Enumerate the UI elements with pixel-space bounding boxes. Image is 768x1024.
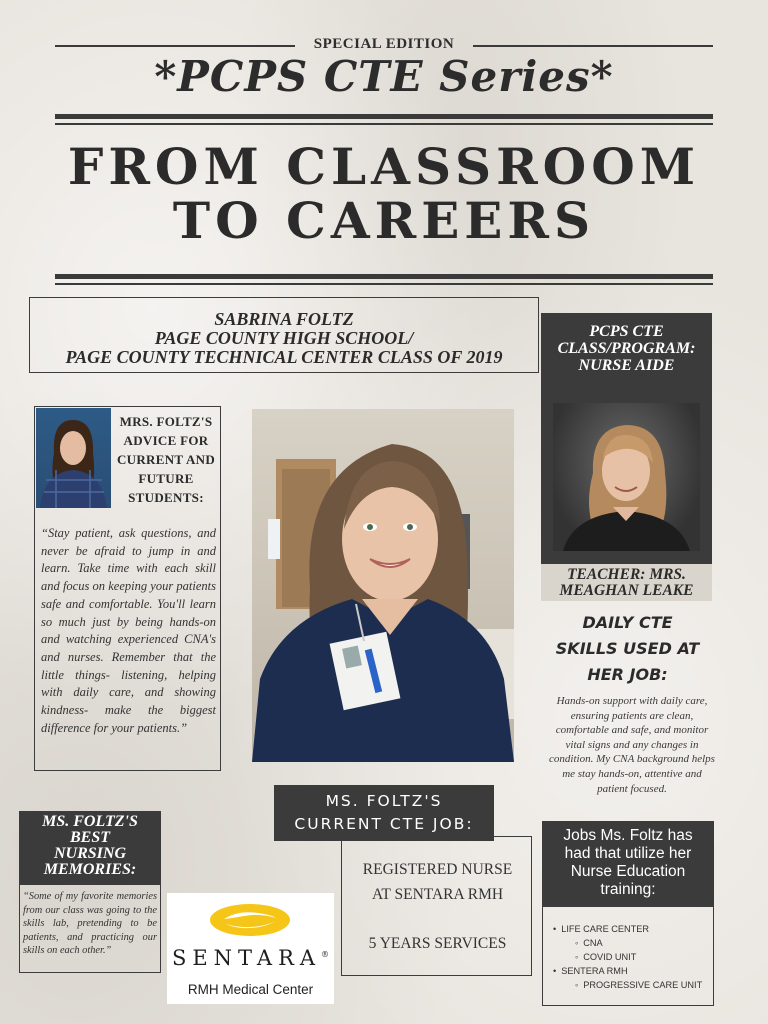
jobs-list-subitem: ◦ COVID UNIT bbox=[553, 950, 713, 964]
jobs-title-line-2: had that utilize her bbox=[564, 845, 692, 862]
skills-heading-line-3: HER JOB: bbox=[587, 665, 668, 684]
teacher-name-line-2: MEAGHAN LEAKE bbox=[559, 582, 694, 599]
skills-heading-line-1: DAILY CTE bbox=[582, 613, 673, 632]
student-name-box bbox=[29, 297, 539, 373]
program-title-line-1: PCPS CTE bbox=[589, 323, 664, 340]
teacher-portrait-illustration bbox=[553, 403, 700, 551]
jobs-list-item: • SENTERA RMH bbox=[553, 964, 713, 978]
sentara-swoosh-icon bbox=[208, 902, 292, 938]
headline-line-1: FROM CLASSROOM bbox=[67, 137, 701, 196]
masthead-rule-thick bbox=[55, 114, 713, 119]
masthead-rule-thin bbox=[55, 123, 713, 125]
memories-text: “Some of my favorite memories from our class was going to the skills lab, pretending to be patients, and practicing our skills on each other.” bbox=[23, 891, 157, 956]
jobs-list bbox=[553, 922, 713, 992]
memories-title-line-2: BEST bbox=[69, 829, 110, 846]
current-job-role-line-1: REGISTERED NURSE bbox=[362, 861, 513, 878]
teacher-name-banner bbox=[541, 564, 712, 601]
current-job-years: 5 YEARS SERVICES bbox=[368, 935, 507, 952]
jobs-list-box bbox=[542, 905, 714, 1006]
student-name: SABRINA FOLTZ bbox=[214, 309, 354, 329]
program-title bbox=[541, 323, 712, 374]
current-job-title bbox=[274, 790, 494, 836]
jobs-title-line-4: training: bbox=[600, 881, 656, 898]
jobs-title bbox=[542, 827, 714, 899]
program-title-line-2: CLASS/PROGRAM: bbox=[557, 340, 696, 357]
memories-title-line-4: MEMORIES: bbox=[43, 861, 137, 878]
current-job-title-line-1: MS. FOLTZ'S bbox=[325, 792, 443, 810]
current-job-role-line-2: AT SENTARA RMH bbox=[371, 886, 504, 903]
jobs-title-line-3: Nurse Education bbox=[570, 863, 686, 880]
current-job-box bbox=[341, 836, 532, 976]
skills-heading bbox=[540, 610, 715, 688]
current-job-title-line-2: CURRENT CTE JOB: bbox=[294, 815, 474, 833]
skills-text: Hands-on support with daily care, ensuring patients are clean, comfortable and safe, and monitor vital signs and any changes in condition. My CNA background helps me stay hands-on, attentive and patient focused. bbox=[549, 695, 715, 795]
memories-box bbox=[19, 883, 161, 973]
advice-quote: “Stay patient, ask questions, and never be afraid to jump in and learn. Take time with each skill and focus on keeping your patients safe and comfortable. You'll learn so much just by being hands-on and watching experienced CNA's and nurses. Remember that the little things- listening, helping with daily care, and showing kindness- make the biggest difference for your patients.” bbox=[41, 526, 216, 735]
program-title-line-3: NURSE AIDE bbox=[578, 357, 675, 374]
advice-heading-line-3: CURRENT AND bbox=[116, 452, 216, 467]
teacher-photo bbox=[553, 403, 700, 551]
memories-title-line-3: NURSING bbox=[53, 845, 126, 862]
jobs-list-subitem: ◦ CNA bbox=[553, 936, 713, 950]
teacher-name-line-1: TEACHER: MRS. bbox=[567, 566, 686, 583]
main-student-photo bbox=[252, 409, 514, 762]
headline-line-2: TO CAREERS bbox=[172, 191, 596, 250]
sentara-wordmark: SENTARA® bbox=[171, 946, 330, 970]
jobs-list-subitem: ◦ PROGRESSIVE CARE UNIT bbox=[553, 978, 713, 992]
registered-mark: ® bbox=[321, 950, 330, 959]
advice-heading bbox=[113, 412, 219, 507]
student-small-photo bbox=[36, 408, 111, 508]
memories-title bbox=[19, 814, 161, 878]
current-job-role bbox=[342, 857, 533, 907]
headline-rule-thick bbox=[55, 274, 713, 279]
student-school-line-2: PAGE COUNTY TECHNICAL CENTER CLASS OF 2019 bbox=[65, 347, 503, 367]
advice-heading-line-5: STUDENTS: bbox=[128, 490, 204, 505]
advice-box bbox=[34, 406, 221, 771]
headline bbox=[0, 137, 768, 250]
special-edition-label: SPECIAL EDITION bbox=[313, 36, 455, 52]
sentara-subtitle: RMH Medical Center bbox=[187, 982, 314, 997]
jobs-list-item: • LIFE CARE CENTER bbox=[553, 922, 713, 936]
skills-heading-line-2: SKILLS USED AT bbox=[555, 639, 700, 658]
main-portrait-illustration bbox=[252, 409, 514, 762]
student-small-portrait-illustration bbox=[36, 408, 111, 508]
current-job-title-panel bbox=[274, 785, 494, 841]
headline-rule-thin bbox=[55, 283, 713, 285]
memories-title-line-1: MS. FOLTZ'S bbox=[42, 813, 138, 830]
student-school-line-1: PAGE COUNTY HIGH SCHOOL/ bbox=[154, 328, 414, 348]
series-title: *PCPS CTE Series* bbox=[154, 52, 614, 101]
jobs-title-panel bbox=[542, 821, 714, 907]
advice-heading-line-4: FUTURE bbox=[138, 471, 194, 486]
sentara-logo bbox=[167, 893, 334, 1004]
program-panel bbox=[541, 313, 712, 601]
advice-heading-line-2: ADVICE FOR bbox=[123, 433, 209, 448]
memories-title-panel bbox=[19, 811, 161, 885]
jobs-title-line-1: Jobs Ms. Foltz has bbox=[563, 827, 693, 844]
advice-heading-line-1: MRS. FOLTZ'S bbox=[119, 414, 213, 429]
